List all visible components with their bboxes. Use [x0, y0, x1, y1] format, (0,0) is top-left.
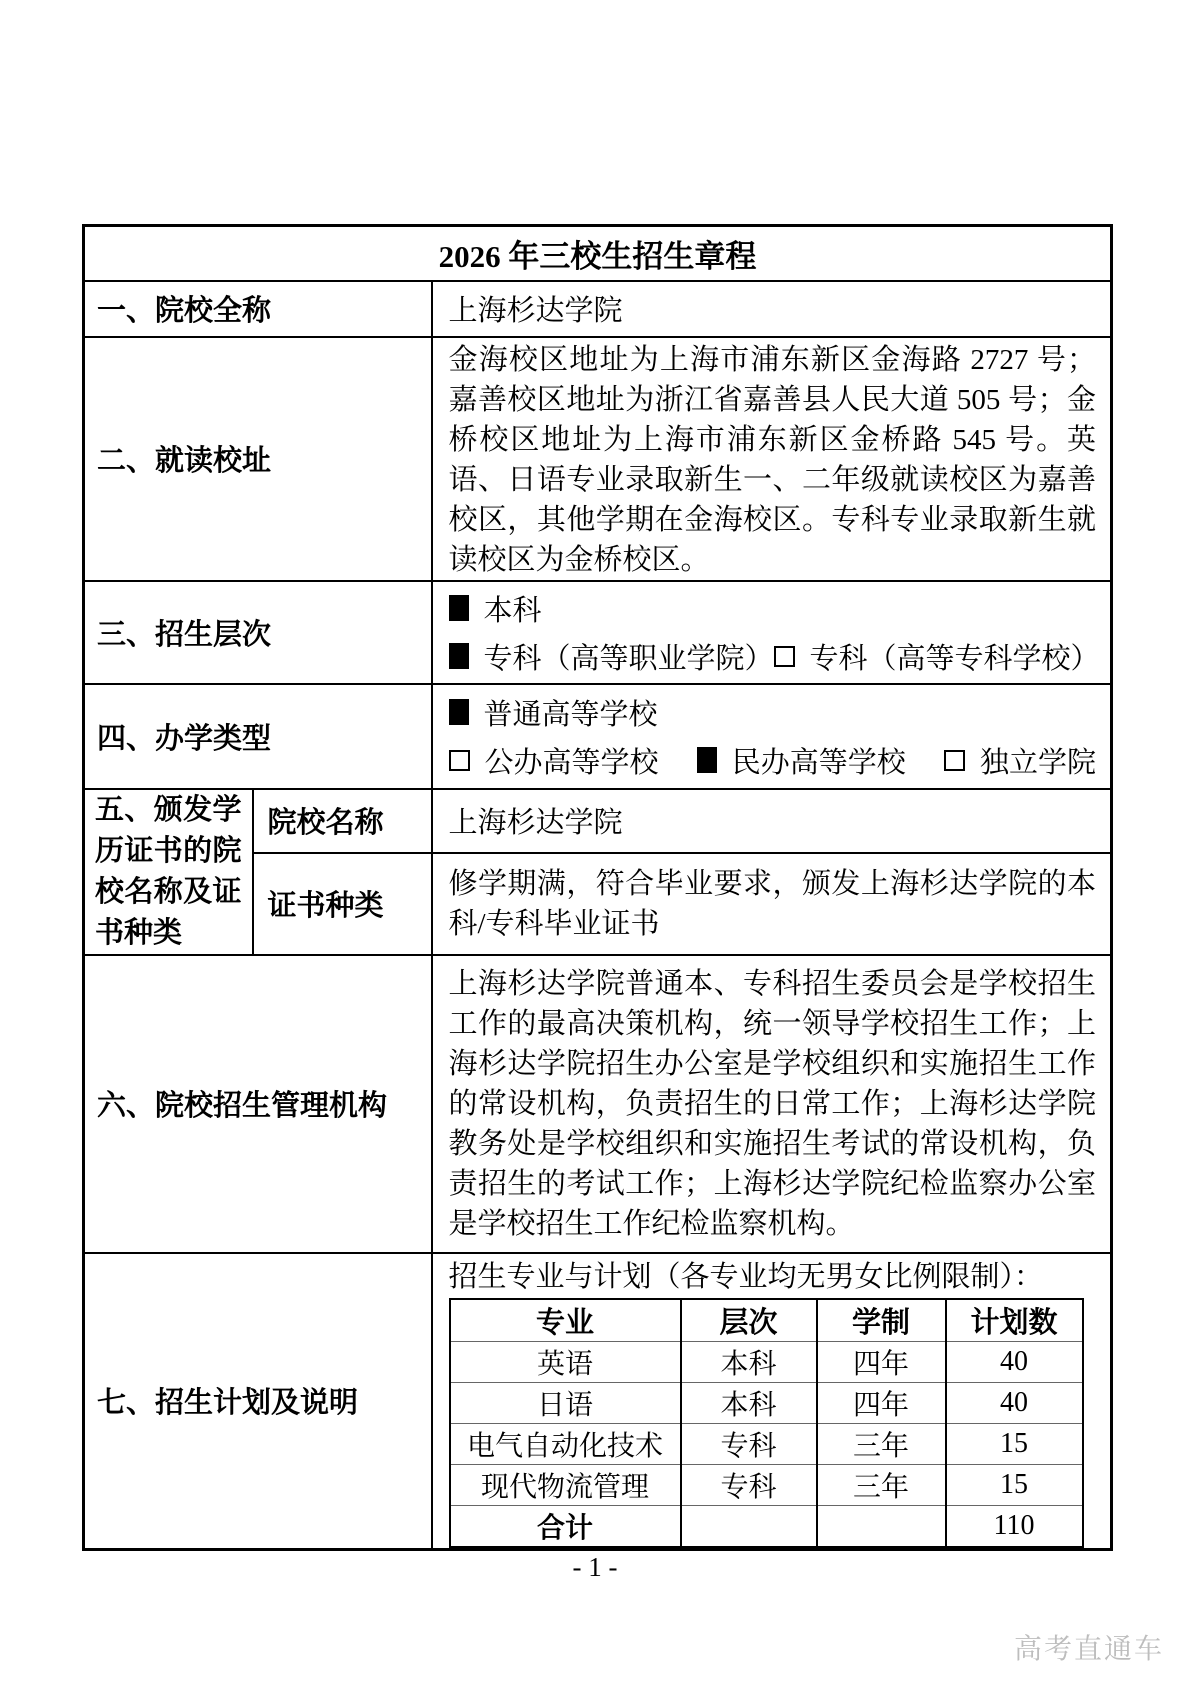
- row-label-admission-plan: 七、招生计划及说明: [84, 1253, 432, 1550]
- plan-cell-level: 本科: [681, 1341, 817, 1382]
- admission-plan-cell: [432, 1253, 1112, 1550]
- plan-cell-quota: 15: [946, 1464, 1083, 1505]
- option-label-public: 公办高等学校: [484, 746, 659, 779]
- row-label-campus-address: 二、就读校址: [84, 337, 432, 581]
- option-benke: [449, 588, 542, 629]
- plan-cell-quota: 40: [946, 1341, 1083, 1382]
- plan-cell-major: 电气自动化技术: [450, 1423, 681, 1464]
- checked-box-icon: [449, 595, 469, 621]
- sub-label-institution-name: 院校名称: [253, 789, 432, 853]
- type-line-2: [449, 736, 1097, 784]
- option-label-zhuanke-college: 专科（高等专科学校）: [809, 642, 1100, 675]
- plan-cell-level: 专科: [681, 1423, 817, 1464]
- institution-name-value: 上海杉达学院: [432, 789, 1112, 853]
- plan-table: [449, 1298, 1084, 1548]
- plan-header-row: [450, 1299, 1083, 1342]
- plan-empty-cell: [681, 1505, 817, 1547]
- row-label-school-type: 四、办学类型: [84, 684, 432, 789]
- plan-total-label: 合计: [450, 1505, 681, 1547]
- page-number: - 1 -: [572, 1552, 618, 1582]
- row-label-admission-levels: 三、招生层次: [84, 581, 432, 684]
- option-zhuanke-college: [774, 636, 1100, 677]
- option-private: [697, 740, 906, 781]
- unchecked-box-icon: [944, 750, 965, 771]
- row-label-admission-management: 六、院校招生管理机构: [84, 955, 432, 1253]
- plan-header-quota: 计划数: [946, 1299, 1083, 1342]
- option-regular-he: [449, 692, 658, 733]
- plan-cell-duration: 三年: [817, 1464, 946, 1505]
- option-label-independent: 独立学院: [980, 746, 1097, 779]
- option-label-regular-he: 普通高等学校: [483, 698, 658, 731]
- campus-address-value: 金海校区地址为上海市浦东新区金海路 2727 号；嘉善校区地址为浙江省嘉善县人民大道 505 号；金桥校区地址为上海市浦东新区金桥路 545 号。英语、日语专业录取新生一、二年级就读校区为嘉善校区，其他学期在金海校区。专科专业录取新生就读校区为金桥校区。: [432, 337, 1112, 581]
- level-line-2: [449, 632, 1100, 680]
- option-public: [449, 740, 659, 781]
- admission-levels-cell: [432, 581, 1112, 684]
- plan-cell-major: 英语: [450, 1341, 681, 1382]
- unchecked-box-icon: [774, 646, 795, 667]
- type-line-1: [449, 688, 1097, 736]
- plan-cell-quota: 15: [946, 1423, 1083, 1464]
- plan-cell-duration: 三年: [817, 1423, 946, 1464]
- sub-label-certificate-type: 证书种类: [253, 853, 432, 955]
- plan-cell-duration: 四年: [817, 1382, 946, 1423]
- level-line-1: [449, 584, 1097, 632]
- plan-intro-text: 招生专业与计划（各专业均无男女比例限制）：: [448, 1260, 1044, 1293]
- admission-charter-table: [82, 224, 1113, 1551]
- plan-cell-duration: 四年: [817, 1341, 946, 1382]
- plan-row-english: [450, 1341, 1083, 1382]
- checked-box-icon: [697, 747, 717, 773]
- plan-header-level: 层次: [681, 1299, 817, 1342]
- checked-box-icon: [449, 699, 469, 725]
- plan-empty-cell: [817, 1505, 946, 1547]
- option-label-zhuanke-vocational: 专科（高等职业学院）: [483, 642, 774, 675]
- plan-row-logistics-management: [450, 1464, 1083, 1505]
- plan-cell-major: 日语: [450, 1382, 681, 1423]
- row-label-certificate: 五、颁发学历证书的院校名称及证书种类: [84, 789, 253, 955]
- plan-total-row: [450, 1505, 1083, 1547]
- certificate-type-value: 修学期满，符合毕业要求，颁发上海杉达学院的本科/专科毕业证书: [432, 853, 1112, 955]
- admission-management-value: 上海杉达学院普通本、专科招生委员会是学校招生工作的最高决策机构，统一领导学校招生工作；上海杉达学院招生办公室是学校组织和实施招生工作的常设机构，负责招生的日常工作；上海杉达学院教务处是学校组织和实施招生考试的常设机构，负责招生的考试工作；上海杉达学院纪检监察办公室是学校招生工作纪检监察机构。: [432, 955, 1112, 1253]
- unchecked-box-icon: [449, 750, 470, 771]
- document-title: 2026 年三校生招生章程: [84, 226, 1112, 281]
- option-zhuanke-vocational: [449, 636, 774, 677]
- school-full-name-value: 上海杉达学院: [432, 281, 1112, 337]
- plan-cell-level: 专科: [681, 1464, 817, 1505]
- watermark-text: 高考直通车: [1013, 1633, 1164, 1664]
- option-independent: [944, 740, 1096, 781]
- option-label-private: 民办高等学校: [731, 746, 906, 779]
- school-type-cell: [432, 684, 1112, 789]
- row-label-school-full-name: 一、院校全称: [84, 281, 432, 337]
- plan-cell-level: 本科: [681, 1382, 817, 1423]
- plan-cell-major: 现代物流管理: [450, 1464, 681, 1505]
- checked-box-icon: [449, 643, 469, 669]
- plan-header-duration: 学制: [817, 1299, 946, 1342]
- option-label-benke: 本科: [483, 594, 542, 627]
- plan-total-value: 110: [946, 1505, 1083, 1547]
- plan-row-japanese: [450, 1382, 1083, 1423]
- plan-row-electrical-automation: [450, 1423, 1083, 1464]
- plan-cell-quota: 40: [946, 1382, 1083, 1423]
- plan-header-major: 专业: [450, 1299, 681, 1342]
